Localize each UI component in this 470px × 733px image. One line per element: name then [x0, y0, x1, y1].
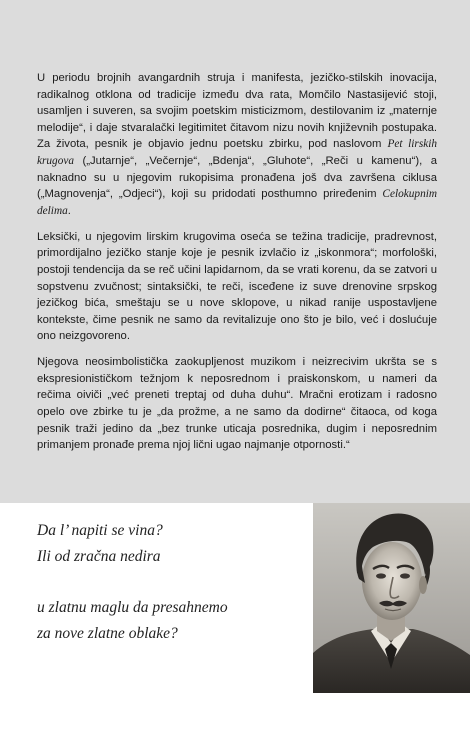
paragraph-text: destilovanim iz „maternje melodije“, i daje stvaralački legitimitet čitavom	[37, 105, 437, 134]
poem-line: Ili od zračna nedira	[37, 547, 161, 565]
paragraph-text: isceđene iz suve drenovine srpskog jezičkog bića, smeštaju se u nove	[37, 280, 438, 310]
paragraph-text: .	[67, 204, 71, 217]
portrait-photo-icon	[313, 503, 470, 693]
paragraph-text: da revitalizuje ono što je bilo, već i doslućuje ono neizgovoreno.	[37, 313, 437, 343]
paragraph-text: zam i radosno opelo ove zbirke tu je „da prožme, a ne samo da dodirne“	[37, 389, 438, 419]
paragraph-text: se vrati korenu, da se zatvori u sopstvenu zvučnost; sintaksički, te reči,	[37, 263, 437, 293]
paragraph-text: vacija, radikalnog otklona od tradicije između dva rata, Momčilo Na	[37, 72, 437, 101]
paragraph-text: sklopove, u nikad ranije uspostavljene kontekste, čime pesnik ne samo	[37, 297, 437, 326]
paragraph-text: mora“; morfološki, postoji tendencija da se reč učini lapidarnom, da	[37, 247, 437, 276]
paragraph-text: Njegova neosimbolistička zaokupljenost muzikom i neizrecivim ukršta	[37, 356, 406, 369]
book-title-text: Pet lirskih krugova	[37, 138, 438, 167]
paragraph-text: Leksički, u njegovim lirskim krugovima oseća se težina tradicije, pra	[37, 230, 391, 243]
paragraph-text: dugim i neposrednim primanjem pronađe prema njoj lični ugao naj	[37, 422, 437, 452]
poem-line: Da l’ napiti se vina?	[37, 522, 163, 539]
paragraph-text: meri da rečima oiviči „već preneti treptaj od duha duhu“. Mračni eroti	[37, 372, 438, 402]
paragraph-text: stasijević stoji, usamljen i suveren, sa svojim poetskim misticizmom,	[37, 88, 437, 118]
poem-line: za nove zlatne oblake?	[37, 624, 178, 642]
paragraph	[37, 70, 437, 219]
author-portrait	[313, 503, 470, 693]
poem-line: u zlatnu maglu da presahnemo	[37, 599, 228, 616]
paragraph-text: drevnost, primordijalno jezičko stanje koje je pesnik izvlačio iz „iskon	[37, 230, 437, 260]
paragraph-text: kopisima pronađena još dva završena ciklusa („Magnovenja“, „Odjeci“),	[37, 171, 437, 201]
paragraph	[37, 229, 437, 345]
paragraph-text: čitaoca, od koga pesnik traži jedino da „bez trunke uticaja posrednika,	[37, 406, 437, 435]
paragraph-text: koji su pridodati posthumno priređenim	[171, 188, 383, 201]
paragraph-text: „Bdenja“, „Gluhote“, „Reči u kamenu“), a naknadno su u njegovim ru	[37, 154, 437, 184]
description-text	[37, 70, 437, 463]
book-title-text: Celokupnim delima	[37, 188, 438, 217]
paragraph-text: manje otpornosti.“	[259, 439, 350, 452]
paragraph-text: U periodu brojnih avangardnih struja i manifesta, jezičko-stilskih ino	[37, 72, 405, 84]
poem-excerpt	[37, 518, 337, 672]
paragraph-text: se s ekspresionističkom težnjom k neposrednom i praiskonskom, u na	[37, 356, 438, 385]
paragraph	[37, 354, 437, 454]
paragraph-text: etsku zbirku, pod naslovom	[236, 138, 388, 151]
paragraph-text: („Jutarnje“, „Večernje“,	[74, 154, 201, 167]
poem-stanza	[37, 595, 337, 646]
poem-stanza	[37, 518, 337, 569]
paragraph-text: nizu novih književnih postupaka. Za života, pesnik je objavio jednu po	[37, 121, 437, 151]
